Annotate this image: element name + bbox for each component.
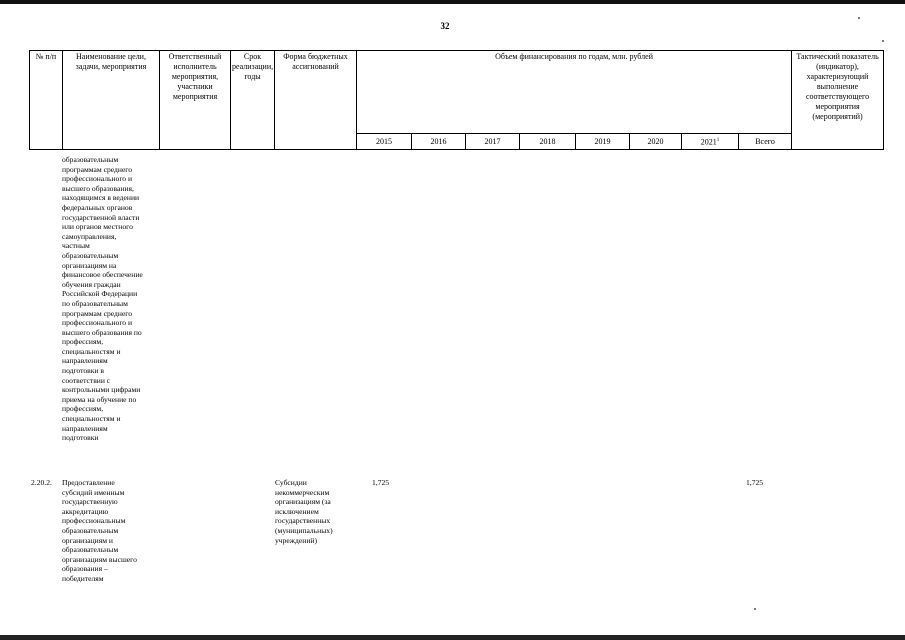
row-value-total: 1,725 <box>746 478 764 487</box>
header-form: Форма бюджетных ассигнований <box>275 51 357 150</box>
year-2017: 2017 <box>466 134 520 150</box>
header-volume: Объем финансирования по годам, млн. рублей <box>357 51 792 134</box>
continued-activity-text: образовательным программам среднего профессионального и высшего образования, находящимся в ведении федеральных органов государственной власти или органов местного самоуправления, частным образовательным организациям на финансовое обеспечение обучения граждан Российской Федерации по образовательным программам среднего профессионального и высшего образования по профессиям, специальностям и направлениям подготовки в соответствии с контрольными цифрами приема на обучение по профессиям, специальностям и направлениям подготовки <box>62 155 143 443</box>
row-name: Предоставление субсидий именным государственную аккредитацию профессиональным образовательным организациям и образовательным организациям высшего образования – победителям <box>62 478 137 583</box>
year-2021-label: 2021 <box>700 137 717 147</box>
page-number: 32 <box>440 21 450 31</box>
scan-speck <box>882 40 884 42</box>
scan-speck <box>754 608 756 610</box>
header-indicator: Тактический показатель (индикатор), характеризующий выполнение соответствующего мероприятия (мероприятий) <box>792 51 884 150</box>
year-total: Всего <box>739 134 792 150</box>
year-2016: 2016 <box>412 134 466 150</box>
budget-table-header <box>29 50 884 150</box>
year-2021 <box>682 134 739 150</box>
year-2015: 2015 <box>357 134 412 150</box>
year-2021-footnote: 1 <box>716 137 720 143</box>
header-num: № п/п <box>30 51 63 150</box>
header-responsible: Ответственный исполнитель мероприятия, участники мероприятия <box>160 51 231 150</box>
row-number: 2.20.2. <box>31 478 52 487</box>
row-value-2015: 1,725 <box>372 478 390 487</box>
scan-speck <box>858 17 860 19</box>
row-form: Субсидии некоммерческим организациям (за исключением государственных (муниципальных) учреждений) <box>275 478 333 545</box>
header-name: Наименование цели, задачи, мероприятия <box>63 51 160 150</box>
year-2020: 2020 <box>630 134 682 150</box>
year-2019: 2019 <box>576 134 630 150</box>
year-2018: 2018 <box>520 134 576 150</box>
bottom-border <box>0 635 905 640</box>
header-term: Срок реализации, годы <box>231 51 275 150</box>
top-border <box>0 0 905 4</box>
